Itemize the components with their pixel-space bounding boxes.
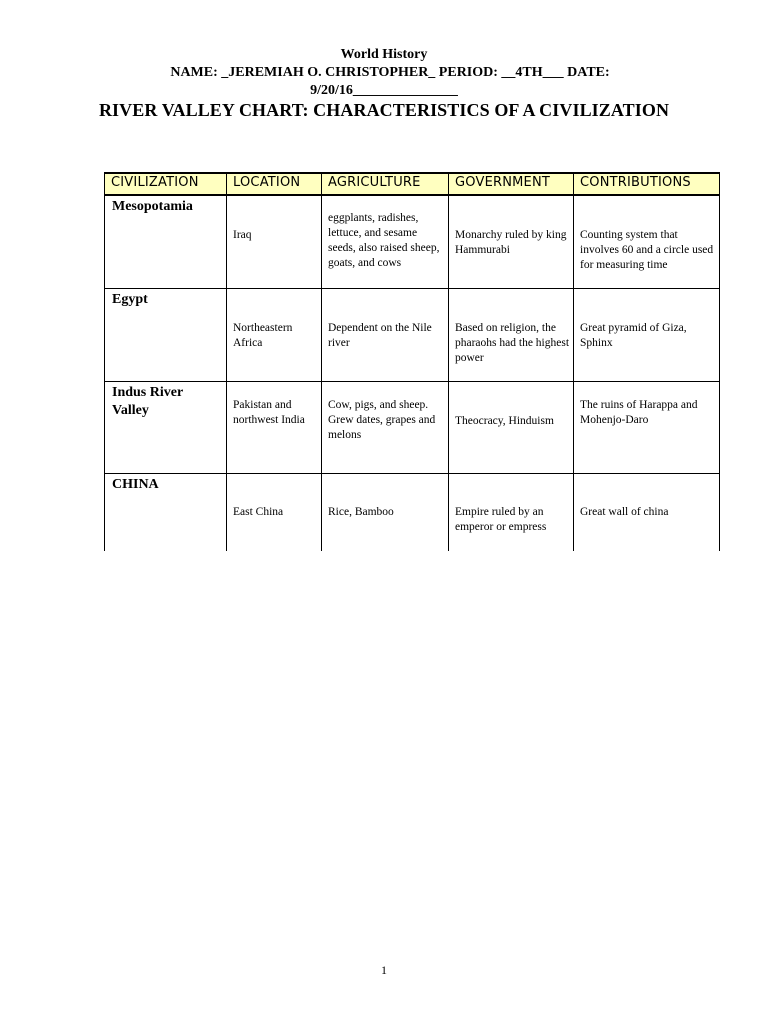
contributions-cell: [574, 289, 720, 382]
date-line: 9/20/16_______________: [310, 83, 458, 98]
civilization-cell: [105, 474, 227, 552]
agriculture-cell: [322, 474, 449, 552]
agriculture-text: Dependent on the Nile river: [328, 322, 432, 349]
table-row: [105, 474, 720, 552]
agriculture-cell: [322, 195, 449, 289]
contributions-text: Great wall of china: [580, 506, 669, 518]
contributions-text: The ruins of Harappa and Mohenjo-Daro: [580, 399, 698, 426]
column-header-agriculture: AGRICULTURE: [322, 173, 449, 195]
agriculture-cell: [322, 382, 449, 474]
river-valley-table: [104, 172, 720, 551]
course-title: World History: [340, 47, 428, 62]
agriculture-cell: [322, 289, 449, 382]
civilization-cell: [105, 289, 227, 382]
location-text: Pakistan and northwest India: [233, 399, 305, 426]
civilization-cell: [105, 195, 227, 289]
location-text: Northeastern Africa: [233, 322, 293, 349]
government-cell: [449, 474, 574, 552]
civilization-name: Egypt: [112, 292, 148, 307]
contributions-text: Counting system that involves 60 and a circle used for measuring time: [580, 229, 714, 271]
contributions-cell: [574, 474, 720, 552]
location-cell: [227, 195, 322, 289]
contributions-text: Great pyramid of Giza, Sphinx: [580, 322, 687, 349]
agriculture-text: eggplants, radishes, lettuce, and sesame seeds, also raised sheep, goats, and cows: [328, 212, 440, 269]
government-text: Based on religion, the pharaohs had the highest power: [455, 322, 570, 364]
column-header-civilization: CIVILIZATION: [105, 173, 227, 195]
contributions-cell: [574, 382, 720, 474]
table-row: [105, 195, 720, 289]
table-row: [105, 382, 720, 474]
agriculture-text: Rice, Bamboo: [328, 506, 394, 518]
column-header-government: GOVERNMENT: [449, 173, 574, 195]
column-header-location: LOCATION: [227, 173, 322, 195]
location-text: East China: [233, 506, 284, 518]
column-header-contributions: CONTRIBUTIONS: [574, 173, 720, 195]
government-text: Empire ruled by an emperor or empress: [455, 506, 547, 533]
government-cell: [449, 382, 574, 474]
location-cell: [227, 474, 322, 552]
table-header-row: [105, 173, 720, 195]
government-cell: [449, 289, 574, 382]
government-text: Theocracy, Hinduism: [455, 415, 554, 427]
civilization-name: Indus River Valley: [112, 385, 183, 418]
contributions-cell: [574, 195, 720, 289]
student-info-line: NAME: _JEREMIAH O. CHRISTOPHER_ PERIOD: __4TH___ DATE:: [170, 65, 610, 80]
agriculture-text: Cow, pigs, and sheep. Grew dates, grapes and melons: [328, 399, 436, 441]
government-cell: [449, 195, 574, 289]
table-row: [105, 289, 720, 382]
civilization-name: Mesopotamia: [112, 199, 193, 214]
civilization-name: CHINA: [112, 477, 159, 492]
civilization-cell: [105, 382, 227, 474]
location-text: Iraq: [233, 229, 252, 241]
page-title: RIVER VALLEY CHART: CHARACTERISTICS OF A CIVILIZATION: [98, 100, 670, 120]
page-number: 1: [381, 963, 387, 977]
government-text: Monarchy ruled by king Hammurabi: [455, 229, 567, 256]
location-cell: [227, 289, 322, 382]
location-cell: [227, 382, 322, 474]
